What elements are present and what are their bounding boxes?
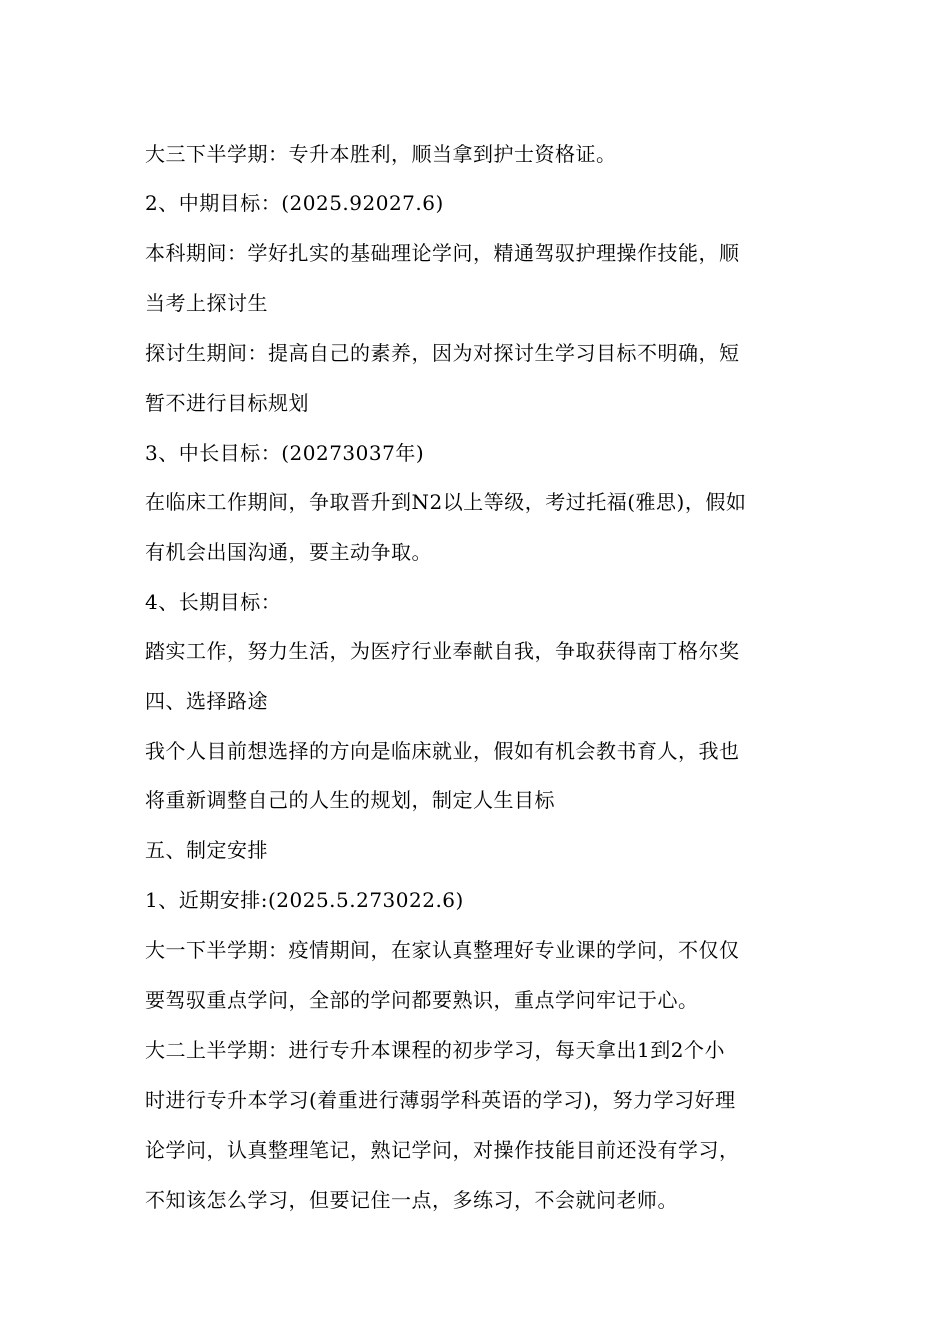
text-line: 踏实工作，努力生活，为医疗行业奉献自我，争取获得南丁格尔奖 [145,639,740,663]
section-heading: 四、选择路途 [145,689,268,713]
text-line: 论学问，认真整理笔记，熟记学问，对操作技能目前还没有学习， [145,1138,740,1162]
text-line: 暂不进行目标规划 [145,391,309,415]
section-heading: 4、长期目标： [145,590,282,614]
section-heading: 1、近期安排:(2025.5.273022.6) [145,888,464,912]
text-line: 时进行专升本学习(着重进行薄弱学科英语的学习)，努力学习好理 [145,1088,736,1112]
text-line: 有机会出国沟通，要主动争取。 [145,540,432,564]
text-line: 大二上半学期：进行专升本课程的初步学习，每天拿出1到2个小 [145,1038,725,1062]
text-line: 当考上探讨生 [145,291,268,315]
section-heading: 2、中期目标：(2025.92027.6) [145,191,444,215]
text-line: 在临床工作期间，争取晋升到N2以上等级，考过托福(雅思)，假如 [145,490,747,514]
text-line: 要驾驭重点学问，全部的学问都要熟识，重点学问牢记于心。 [145,988,699,1012]
text-line: 大一下半学期：疫情期间，在家认真整理好专业课的学问，不仅仅 [145,938,740,962]
section-heading: 3、中长目标：(20273037年) [145,441,425,465]
section-heading: 五、制定安排 [145,838,268,862]
text-line: 探讨生期间：提高自己的素养，因为对探讨生学习目标不明确，短 [145,341,740,365]
text-line: 本科期间：学好扎实的基础理论学问，精通驾驭护理操作技能，顺 [145,241,740,265]
text-line: 我个人目前想选择的方向是临床就业，假如有机会教书育人，我也 [145,739,740,763]
text-line: 大三下半学期：专升本胜利，顺当拿到护士资格证。 [145,142,617,166]
text-line: 将重新调整自己的人生的规划，制定人生目标 [145,788,555,812]
text-line: 不知该怎么学习，但要记住一点，多练习，不会就问老师。 [145,1188,678,1212]
